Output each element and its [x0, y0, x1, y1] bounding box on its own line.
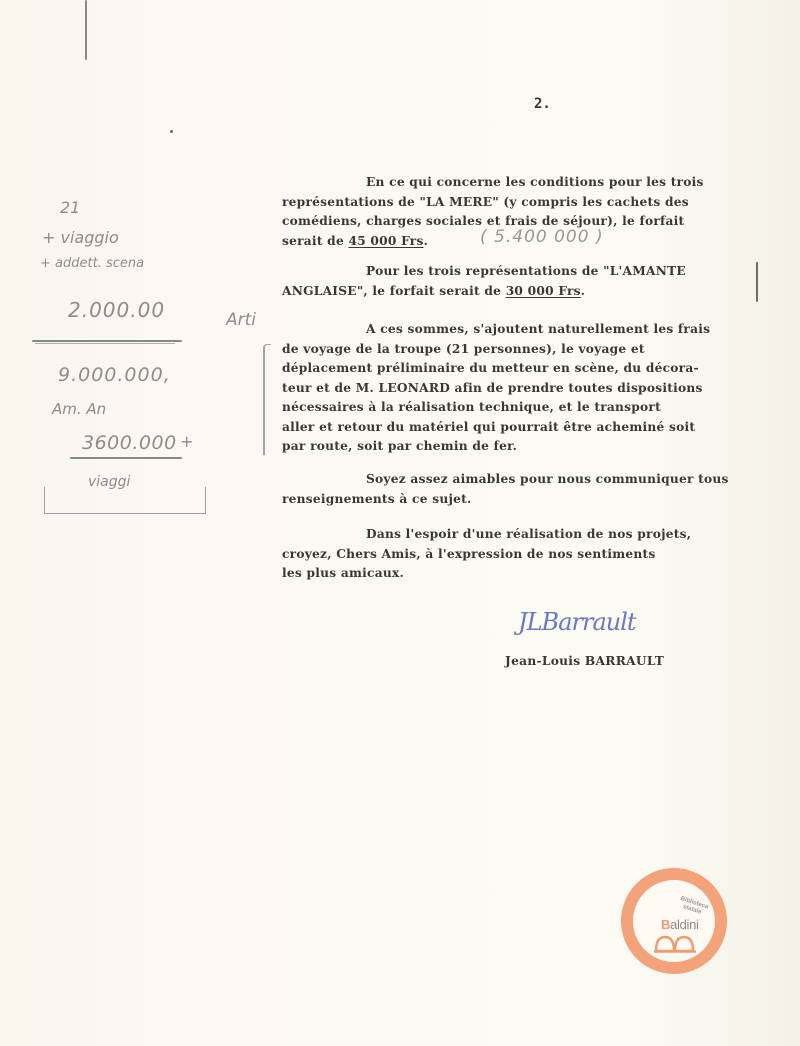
paragraph-amante-anglaise: [282, 262, 782, 301]
margin-box-bracket: [44, 487, 206, 514]
text-line: aller et retour du matériel qui pourrait être acheminé soit: [282, 419, 696, 434]
margin-note: +: [180, 432, 194, 451]
text-line: En ce qui concerne les conditions pour les trois: [366, 175, 704, 189]
stamp-initial: B: [661, 917, 671, 932]
text-line: nécessaires à la réalisation technique, et le transport: [282, 400, 661, 414]
stamp-name-rest: aldini: [670, 917, 699, 932]
text-line: déplacement préliminaire du metteur en scène, du décora-: [282, 361, 699, 375]
text-line: les plus amicaux.: [282, 566, 404, 580]
margin-note: Am. An: [52, 400, 107, 418]
margin-note: viaggi: [88, 474, 131, 490]
amount-amante-anglaise: 30 000 Frs: [505, 283, 581, 298]
text-line: Soyez assez aimables pour nous communiquer tous: [366, 472, 729, 486]
paragraph-closing: [282, 525, 782, 584]
text-line: par route, soit par chemin de fer.: [282, 439, 518, 453]
stamp-subtitle: Biblioteca statale: [679, 895, 709, 916]
paper-speck: [170, 130, 173, 133]
margin-rule: [32, 340, 182, 342]
amount-la-mere: 45 000 Frs: [348, 233, 424, 248]
text-line: renseignements à ce sujet.: [282, 491, 472, 506]
margin-note: 2.000.00: [68, 298, 166, 322]
paragraph-request: [282, 470, 782, 509]
text-line: comédiens, charges sociales et frais de séjour), le forfait: [282, 214, 685, 228]
text-line: Pour les trois représentations de "L'AMANTE: [366, 264, 686, 278]
text-line: Dans l'espoir d'une réalisation de nos projets,: [366, 527, 692, 541]
handwritten-signature: JLBarrault: [518, 608, 636, 636]
text-line: de voyage de la troupe (21 personnes), le voyage et: [282, 341, 645, 356]
signer-name: Jean-Louis BARRAULT: [505, 654, 665, 668]
text-line: représentations de "LA MERE" (y compris les cachets des: [282, 194, 689, 209]
text-fragment: .: [423, 233, 429, 248]
margin-note: 21: [60, 198, 81, 217]
margin-rule: [35, 343, 175, 344]
text-line: croyez, Chers Amis, à l'expression de nos sentiments: [282, 546, 656, 561]
margin-note: 9.000.000,: [58, 364, 171, 386]
text-fragment: ANGLAISE", le forfait serait de: [282, 283, 506, 298]
margin-note: + addett. scena: [40, 256, 145, 271]
margin-bracket-right: [756, 262, 758, 302]
paper-fold-mark: [85, 0, 87, 60]
text-line: teur et de M. LEONARD afin de prendre toutes dispositions: [282, 380, 703, 395]
page-number: 2.: [534, 96, 551, 112]
text-fragment: .: [580, 283, 586, 298]
text-fragment: serait de: [282, 233, 349, 248]
paragraph-travel-costs: [282, 320, 782, 457]
margin-side-note: Arti: [226, 310, 257, 330]
margin-rule: [70, 457, 182, 459]
handwritten-amount: ( 5.400 000 ): [480, 227, 604, 247]
text-line: A ces sommes, s'ajoutent naturellement les frais: [366, 322, 711, 336]
open-book-icon: [654, 935, 696, 953]
text-line: [282, 282, 782, 302]
margin-bracket-left: [263, 344, 271, 455]
stamp-name: [661, 917, 699, 932]
margin-note: 3600.000: [82, 432, 177, 454]
margin-note: + viaggio: [42, 228, 119, 247]
library-stamp-logo: [621, 868, 727, 974]
